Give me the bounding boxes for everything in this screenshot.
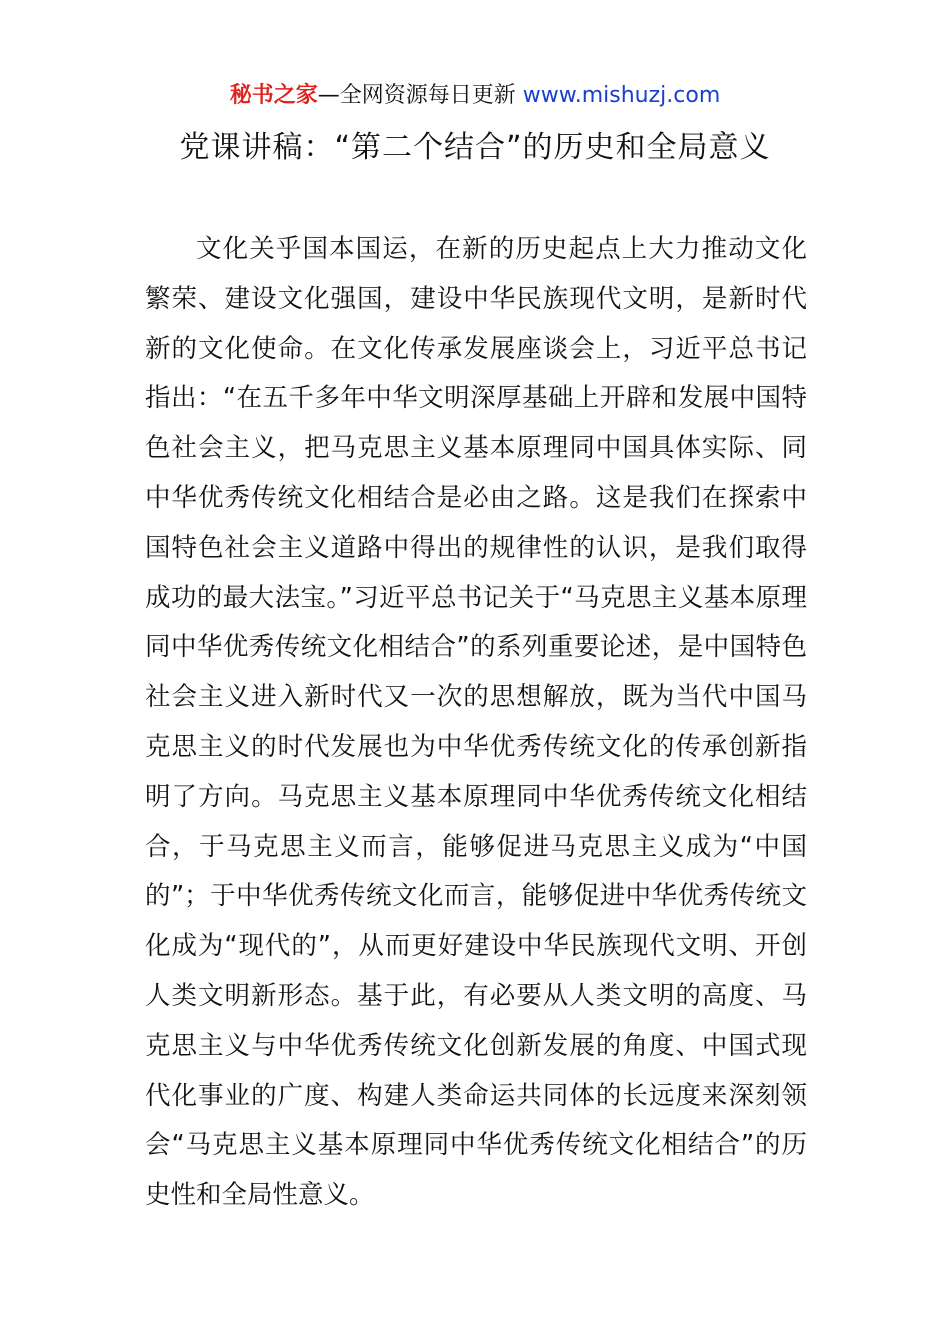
header-tagline: —全网资源每日更新	[317, 83, 523, 108]
document-title: 党课讲稿：“第二个结合”的历史和全局意义	[179, 130, 771, 165]
site-link[interactable]: www.mishuzj.com	[522, 83, 721, 108]
brand-name: 秘书之家	[229, 83, 318, 108]
site-header	[0, 80, 950, 112]
body-paragraph: 文化关乎国本国运，在新的历史起点上大力推动文化繁荣、建设文化强国，建设中华民族现代文明，是新时代新的文化使命。在文化传承发展座谈会上，习近平总书记指出：“在五千多年中华文明深厚基础上开辟和发展中国特色社会主义，把马克思主义基本原理同中国具体实际、同中华优秀传统文化相结合是必由之路。这是我们在探索中国特色社会主义道路中得出的规律性的认识，是我们取得成功的最大法宝。”习近平总书记关于“马克思主义基本原理同中华优秀传统文化相结合”的系列重要论述，是中国特色社会主义进入新时代又一次的思想解放，既为当代中国马克思主义的时代发展也为中华优秀传统文化的传承创新指明了方向。马克思主义基本原理同中华优秀传统文化相结合，于马克思主义而言，能够促进马克思主义成为“中国的”；于中华优秀传统文化而言，能够促进中华优秀传统文化成为“现代的”，从而更好建设中华民族现代文明、开创人类文明新形态。基于此，有必要从人类文明的高度、马克思主义与中华优秀传统文化创新发展的角度、中国式现代化事业的广度、构建人类命运共同体的长远度来深刻领会“马克思主义基本原理同中华优秀传统文化相结合”的历史性和全局性意义。	[145, 234, 807, 1211]
